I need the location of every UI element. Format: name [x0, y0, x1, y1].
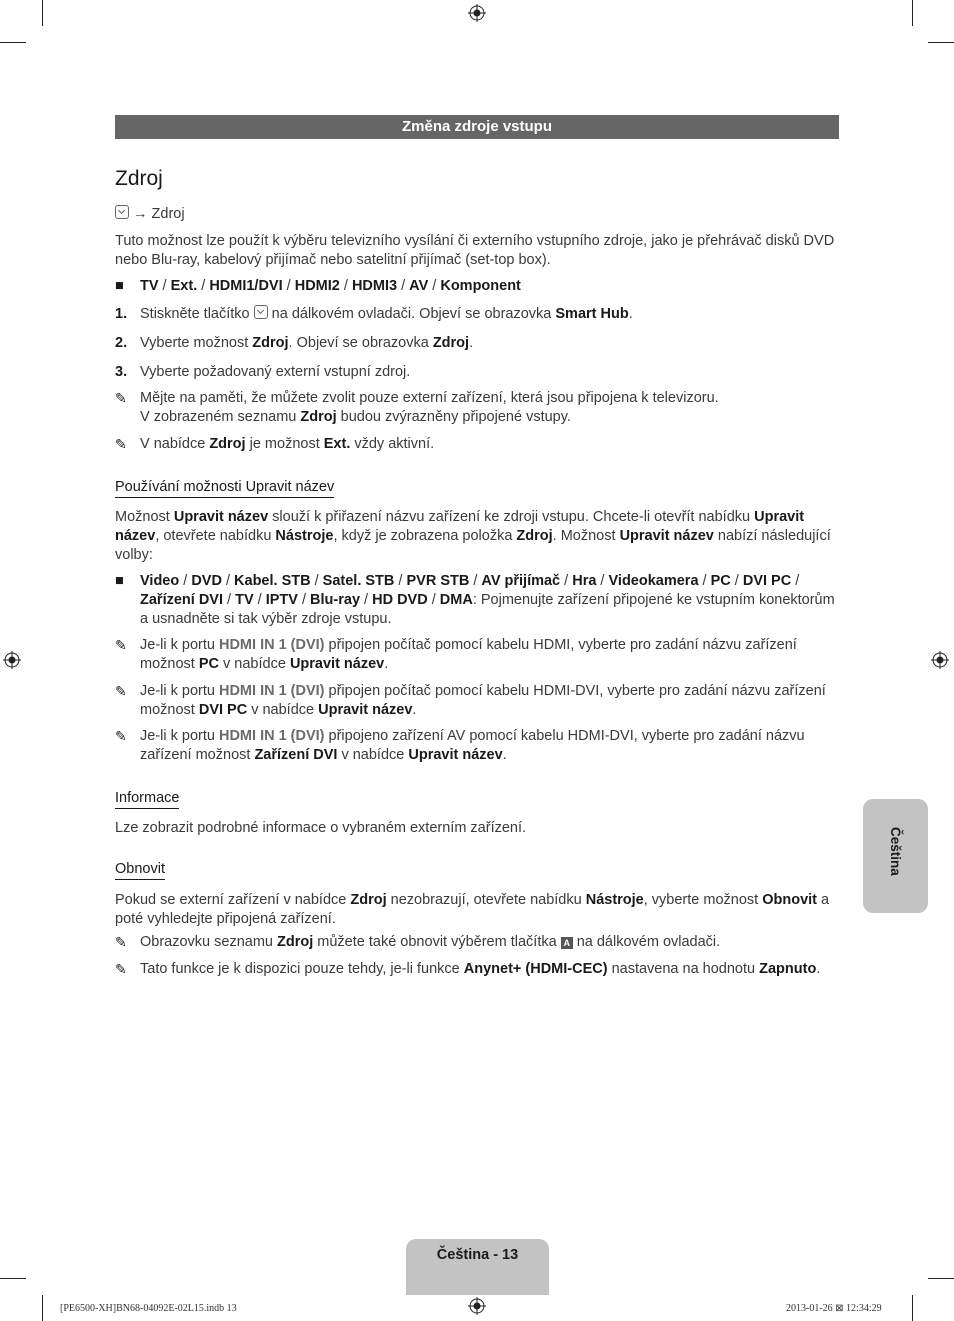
- note-1: [115, 389, 840, 427]
- source-hdmi2: HDMI2: [294, 278, 340, 294]
- subheading-rename: Používání možnosti Upravit název: [115, 478, 334, 498]
- source-av: AV: [409, 278, 429, 294]
- page-number-tab: [406, 1239, 549, 1295]
- footer-file-info: [PE6500-XH]BN68-04092E-02L15.indb 13: [60, 1303, 237, 1314]
- ext-label: Ext.: [323, 436, 351, 452]
- source-button-icon: [115, 205, 129, 219]
- red-a-button-icon: A: [561, 937, 573, 949]
- separator: /: [428, 278, 441, 294]
- note-text: V zobrazeném seznamu: [140, 409, 301, 425]
- note-pencil-icon: ✎: [115, 961, 127, 977]
- note-text: budou zvýrazněny připojené vstupy.: [336, 409, 571, 425]
- note-pencil-icon: ✎: [115, 436, 127, 452]
- note-pencil-icon: ✎: [115, 934, 127, 950]
- step-1: [115, 305, 840, 324]
- rename-paragraph: Možnost Upravit název slouží k přiřazení názvu zařízení ke zdroji vstupu. Chcete-li otevřít nabídku Upravit název, otevřete nabídku Nástroje, když je zobrazena položka Zdroj. Možnost Upravit název nabízí následující volby:: [115, 509, 831, 563]
- crop-mark: [928, 1278, 954, 1279]
- step-number: 3.: [115, 364, 128, 380]
- hdmi-note-3: ✎ Je-li k portu HDMI IN 1 (DVI) připojeno zařízení AV pomocí kabelu HDMI-DVI, vyberte pro zadání názvu zařízení možnost Zařízení DVI v nabídce Upravit název.: [115, 728, 805, 763]
- source-ext: Ext.: [170, 278, 198, 294]
- source-list-bullet: [115, 277, 840, 296]
- note-pencil-icon: ✎: [115, 637, 127, 653]
- intro-paragraph: Tuto možnost lze použít k výběru televizního vysílání či externího vstupního zdroje, jako je přehrávač disků DVD nebo Blu-ray, kabelový přijímač nebo satelitní přijímač (set-top box).: [115, 233, 835, 268]
- section-title-bar: Změna zdroje vstupu: [115, 115, 839, 139]
- step-text: Stiskněte tlačítko: [140, 306, 254, 322]
- separator: /: [282, 278, 295, 294]
- note-pencil-icon: ✎: [115, 390, 127, 406]
- step-2: [115, 334, 840, 353]
- smart-hub-label: Smart Hub: [555, 306, 629, 322]
- note-text: V nabídce: [140, 436, 210, 452]
- step-text: .: [469, 335, 474, 351]
- registration-mark-icon: [3, 651, 21, 669]
- info-paragraph: Lze zobrazit podrobné informace o vybraném externím zařízení.: [115, 820, 527, 836]
- registration-mark-icon: [931, 651, 949, 669]
- page-number: Čeština - 13: [436, 1247, 519, 1263]
- note-text: vždy aktivní.: [350, 436, 435, 452]
- menu-path: [115, 205, 840, 224]
- source-hdmi3: HDMI3: [351, 278, 398, 294]
- crop-mark: [912, 1295, 913, 1321]
- registration-mark-icon: [468, 4, 486, 22]
- separator: /: [397, 278, 410, 294]
- bullet-square-icon: ■: [115, 573, 124, 589]
- language-label: Čeština: [888, 827, 903, 876]
- crop-mark: [0, 42, 26, 43]
- crop-mark: [42, 0, 43, 26]
- language-side-tab: [863, 799, 928, 913]
- note-pencil-icon: ✎: [115, 683, 127, 699]
- menu-path-text: → Zdroj: [133, 206, 185, 222]
- zdroj-label: Zdroj: [209, 436, 246, 452]
- step-number: 2.: [115, 335, 128, 351]
- note-3: ✎ Obrazovku seznamu Zdroj můžete také obnovit výběrem tlačítka A na dálkovém ovladači.: [115, 934, 721, 950]
- step-text: Vyberte požadovaný externí vstupní zdroj.: [140, 364, 411, 380]
- source-hdmi1: HDMI1/DVI: [209, 278, 283, 294]
- step-number: 1.: [115, 306, 128, 322]
- footer-timestamp: 2013-01-26 ⊠ 12:34:29: [786, 1303, 882, 1314]
- separator: /: [339, 278, 352, 294]
- step-text: .: [628, 306, 633, 322]
- zdroj-label: Zdroj: [252, 335, 289, 351]
- subheading-info: Informace: [115, 789, 179, 809]
- step-text: . Objeví se obrazovka: [288, 335, 433, 351]
- zdroj-label: Zdroj: [432, 335, 470, 351]
- bullet-square-icon: ■: [115, 278, 124, 294]
- note-text: je možnost: [245, 436, 324, 452]
- note-2: [115, 435, 840, 454]
- refresh-paragraph: Pokud se externí zařízení v nabídce Zdroj nezobrazují, otevřete nabídku Nástroje, vyberte možnost Obnovit a poté vyhledejte připojená zařízení.: [115, 892, 830, 927]
- source-button-icon: [254, 305, 268, 319]
- zdroj-label: Zdroj: [300, 409, 337, 425]
- registration-mark-icon: [468, 1297, 486, 1315]
- step-text: Vyberte možnost: [140, 335, 253, 351]
- source-komponent: Komponent: [440, 278, 521, 294]
- note-pencil-icon: ✎: [115, 728, 127, 744]
- hdmi-note-1: ✎ Je-li k portu HDMI IN 1 (DVI) připojen počítač pomocí kabelu HDMI, vyberte pro zadání názvu zařízení možnost PC v nabídce Upravit název.: [115, 637, 797, 672]
- source-tv: TV: [140, 278, 159, 294]
- crop-mark: [42, 1295, 43, 1321]
- separator: /: [197, 278, 210, 294]
- page-title: Zdroj: [115, 167, 163, 190]
- step-text: na dálkovém ovladači. Objeví se obrazovka: [267, 306, 556, 322]
- crop-mark: [912, 0, 913, 26]
- crop-mark: [0, 1278, 26, 1279]
- note-text: Mějte na paměti, že můžete zvolit pouze externí zařízení, která jsou připojena k televizoru.: [140, 390, 719, 406]
- note-4: ✎ Tato funkce je k dispozici pouze tehdy, je-li funkce Anynet+ (HDMI-CEC) nastavena na hodnotu Zapnuto.: [115, 961, 821, 977]
- crop-mark: [928, 42, 954, 43]
- subheading-refresh: Obnovit: [115, 860, 165, 880]
- device-list-bullet: ■ Video / DVD / Kabel. STB / Satel. STB / PVR STB / AV přijímač / Hra / Videokamera / PC / DVI PC / Zařízení DVI / TV / IPTV / Blu-ray / HD DVD / DMA: Pojmenujte zařízení připojené ke vstupním konektorům a usnadněte si tak výběr zdroje vstupu.: [115, 573, 835, 627]
- separator: /: [158, 278, 171, 294]
- step-3: [115, 363, 840, 382]
- hdmi-note-2: ✎ Je-li k portu HDMI IN 1 (DVI) připojen počítač pomocí kabelu HDMI-DVI, vyberte pro zadání názvu zařízení možnost DVI PC v nabídce Upravit název.: [115, 683, 826, 718]
